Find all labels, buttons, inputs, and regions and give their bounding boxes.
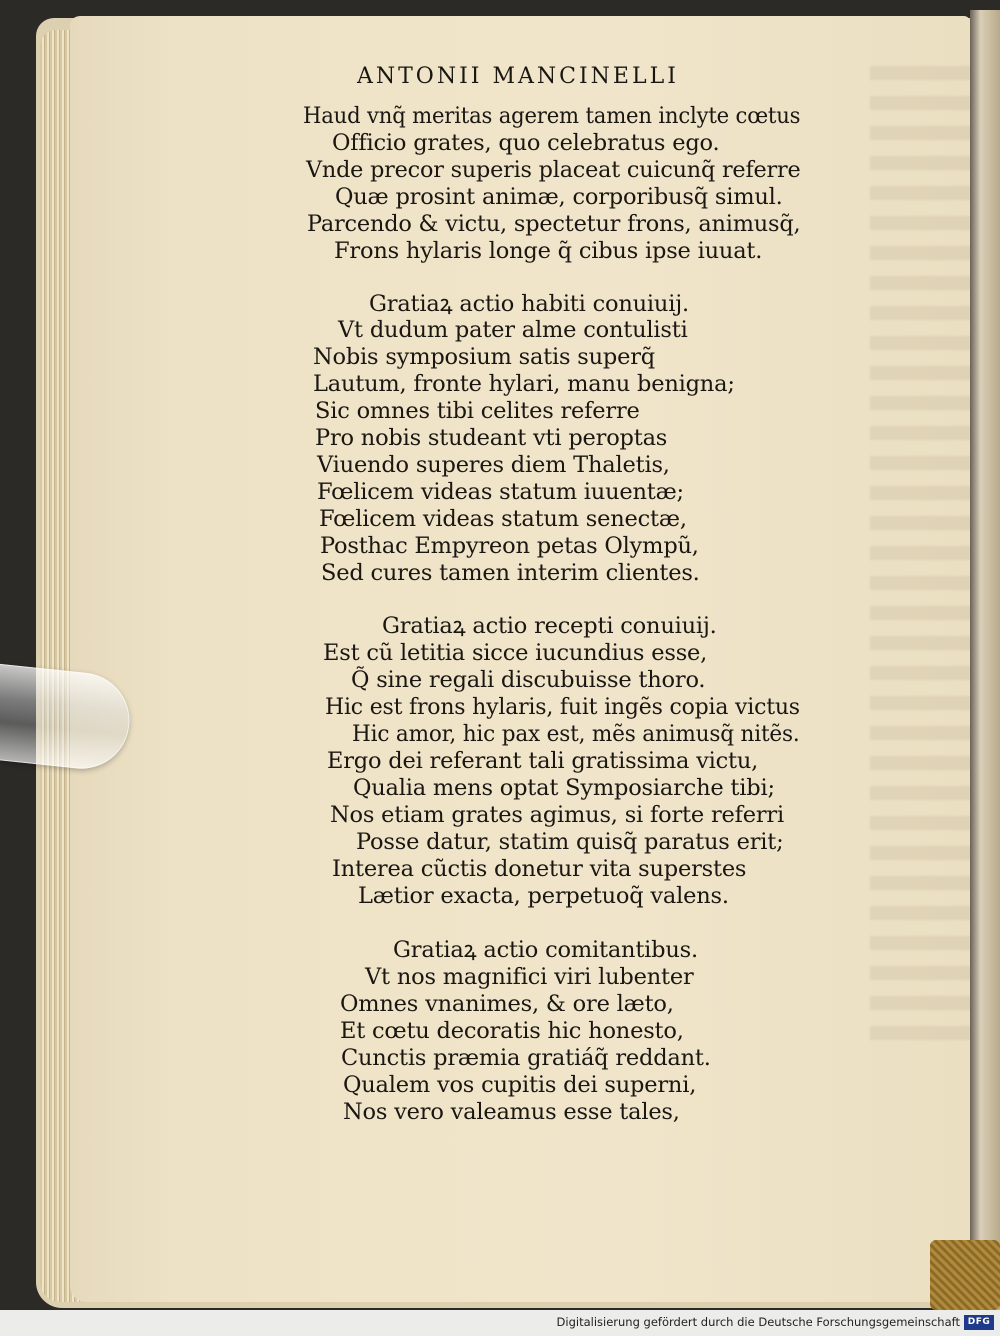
dfg-logo: DFG [964,1315,994,1330]
poem-line: Nobis symposium satis superq̃ [313,344,656,370]
poem-line: Viuendo superes diem Thaletis, [317,452,670,478]
poem-line: Vt dudum pater alme contulisti [338,317,688,343]
poem-line: Cunctis præmia gratiáq̃ reddant. [341,1045,711,1071]
poem-line: Sed cures tamen interim clientes. [321,560,700,586]
poem-line: Et cœtu decoratis hic honesto, [340,1018,684,1044]
poem-title: Gratiaꝝ actio habiti conuiuij. [369,291,689,317]
poem-line: Vnde precor superis placeat cuicunq̃ referre [306,157,801,183]
poem-line: Nos etiam grates agimus, si forte referri [330,802,784,828]
poem-line: Qualem vos cupitis dei superni, [343,1072,697,1098]
poem-line: Qualia mens optat Symposiarche tibi; [353,775,775,801]
poem-line: Parcendo & victu, spectetur frons, animusq̃, [307,211,801,237]
poem-line: Haud vnq̃ meritas agerem tamen inclyte cœtus [303,103,801,129]
poem-line: Q̃ sine regali discubuisse thoro. [351,667,706,693]
poem-line: Est cũ letitia sicce iucundius esse, [323,640,708,666]
poem-title: Gratiaꝝ actio recepti conuiuij. [382,613,717,639]
poem-title: Gratiaꝝ actio comitantibus. [393,937,698,963]
poem-line: Fœlicem videas statum iuuentæ; [317,479,684,505]
poem-line: Posthac Empyreon petas Olympũ, [320,533,699,559]
footer-bar [0,1310,1000,1336]
poem-line: Nos vero valeamus esse tales, [343,1099,680,1125]
poem-line: Quæ prosint animæ, corporibusq̃ simul. [335,184,783,210]
poem-line: Hic est frons hylaris, fuit ingẽs copia victus [325,694,800,720]
poem-line: Lætior exacta, perpetuoq̃ valens. [358,883,729,909]
poem-line: Lautum, fronte hylari, manu benigna; [313,371,735,397]
poem-line: Officio grates, quo celebratus ego. [332,130,720,156]
poem-line: Posse datur, statim quisq̃ paratus erit; [356,829,784,855]
poem-line: Ergo dei referant tali gratissima victu, [327,748,759,774]
poem-line: Fœlicem videas statum senectæ, [319,506,687,532]
poem-line: Omnes vnanimes, & ore læto, [340,991,674,1017]
digitization-credit: Digitalisierung gefördert durch die Deutsche Forschungsgemeinschaft [556,1315,960,1329]
poem-line: Pro nobis studeant vti peroptas [315,425,668,451]
poem-line: Frons hylaris longe q̃ cibus ipse iuuat. [334,238,763,264]
poem-line: Interea cũctis donetur vita superstes [332,856,747,882]
binding-thread [930,1240,1000,1310]
poem-line: Sic omnes tibi celites referre [315,398,640,424]
poem-line: Hic amor, hic pax est, mẽs animusq̃ nitẽs. [352,721,800,747]
running-head: ANTONII MANCINELLI [357,64,679,89]
poem-line: Vt nos magnifici viri lubenter [365,964,694,990]
